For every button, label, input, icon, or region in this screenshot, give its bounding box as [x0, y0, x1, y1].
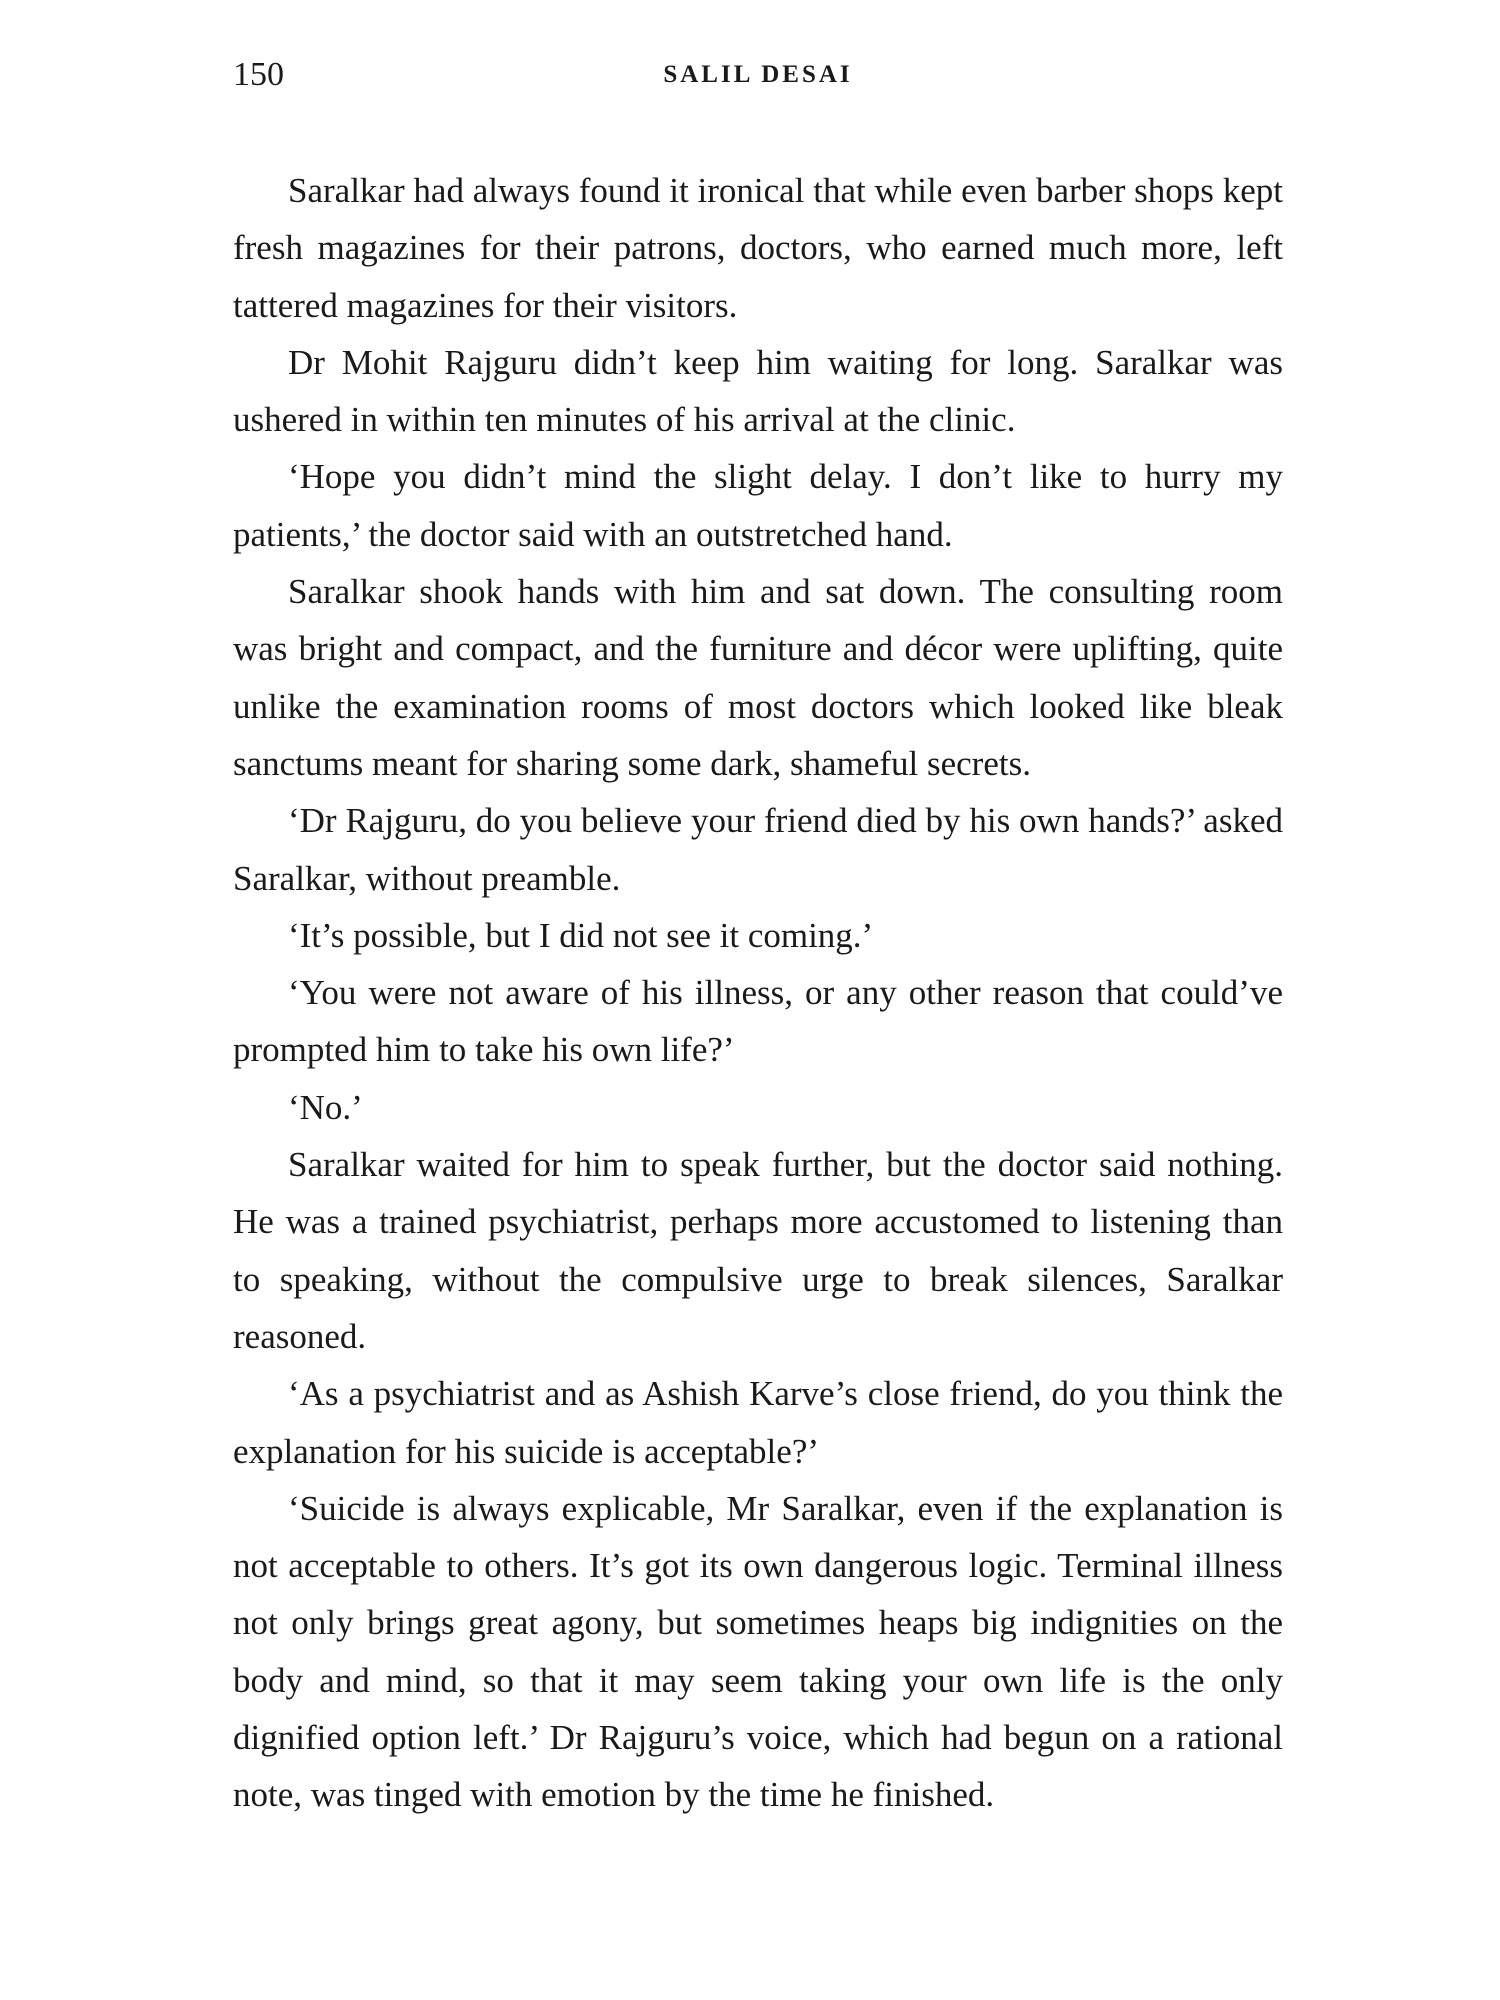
paragraph: ‘It’s possible, but I did not see it coming.’ [288, 915, 874, 955]
paragraph: Saralkar shook hands with him and sat down. The consulting room was bright and compact, and the furniture and décor were uplifting, quite unlike the examination rooms of most doctors which looked like bleak sanctums meant for sharing some dark, shameful secrets. [233, 572, 1283, 783]
paragraph: ‘Suicide is always explicable, Mr Saralkar, even if the explanation is not acceptable to others. It’s got its own dangerous logic. Terminal illness not only brings great agony, but sometimes heaps big indignities on the body and mind, so that it may seem taking your own life is the only dignified option left.’ Dr Rajguru’s voice, which had begun on a rational note, was tinged with emotion by the time he finished. [233, 1488, 1283, 1815]
paragraph: ‘As a psychiatrist and as Ashish Karve’s close friend, do you think the explanation for his suicide is acceptable?’ [233, 1374, 1283, 1471]
body-text [233, 162, 1283, 1824]
paragraph: Saralkar had always found it ironical that while even barber shops kept fresh magazines for their patrons, doctors, who earned much more, left tattered magazines for their visitors. [233, 171, 1283, 325]
running-head [233, 50, 1283, 100]
paragraph: ‘Hope you didn’t mind the slight delay. I don’t like to hurry my patients,’ the doctor said with an outstretched hand. [233, 457, 1283, 554]
paragraph: Saralkar waited for him to speak further, but the doctor said nothing. He was a trained psychiatrist, perhaps more accustomed to listening than to speaking, without the compulsive urge to break silences, Saralkar reasoned. [233, 1145, 1283, 1356]
running-head-author: SALIL DESAI [663, 61, 853, 88]
paragraph: ‘You were not aware of his illness, or any other reason that could’ve prompted him to take his own life?’ [233, 973, 1283, 1070]
paragraph: Dr Mohit Rajguru didn’t keep him waiting for long. Saralkar was ushered in within ten minutes of his arrival at the clinic. [233, 342, 1283, 440]
paragraph: ‘Dr Rajguru, do you believe your friend died by his own hands?’ asked Saralkar, without preamble. [233, 801, 1283, 898]
page-number: 150 [233, 56, 284, 93]
paragraph: ‘No.’ [288, 1087, 363, 1127]
